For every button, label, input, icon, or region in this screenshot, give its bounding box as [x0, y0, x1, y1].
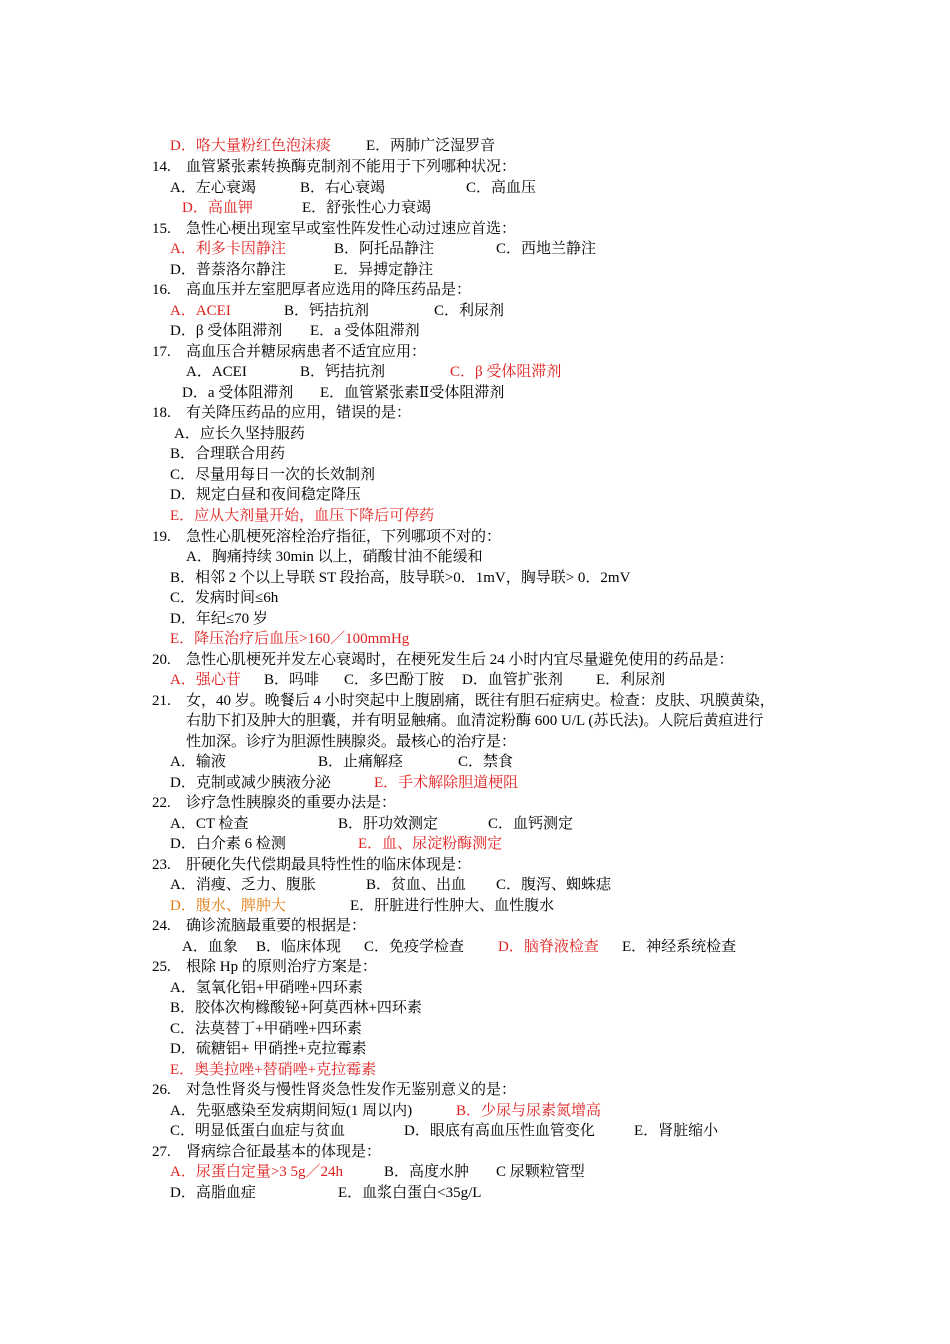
q20-number: 20. — [152, 652, 171, 668]
q17-option-d: D．a 受体阻滞剂 — [182, 385, 294, 401]
q19-option-c: C．发病时间≤6h — [170, 590, 279, 606]
q24-stem: 确诊流脑最重要的根据是： — [186, 918, 367, 934]
q22-option-a: A．CT 检查 — [170, 816, 249, 832]
q14-option-d: D．高血钾 — [182, 200, 253, 216]
q14-option-c: C．高血压 — [466, 180, 537, 196]
q25-option-d: D．硫糖铝+ 甲硝挫+克拉霉素 — [170, 1041, 367, 1057]
q26-option-c: C．明显低蛋白血症与贫血 — [170, 1123, 346, 1139]
q25-option-b: B．胶体次枸橼酸铋+阿莫西林+四环素 — [170, 1000, 422, 1016]
q13-option-d: D．咯大量粉红色泡沫痰 — [170, 138, 331, 154]
q14-number: 14. — [152, 159, 171, 175]
q15-option-d: D．普萘洛尔静注 — [170, 262, 286, 278]
q18-number: 18. — [152, 405, 171, 421]
q23-stem: 肝硬化失代偿期最具特性性的临床体现是： — [186, 857, 472, 873]
q20-option-a: A．强心苷 — [170, 672, 241, 688]
q26-option-e: E．肾脏缩小 — [634, 1123, 719, 1139]
q23-option-b: B．贫血、出血 — [366, 877, 467, 893]
q25-option-a: A．氢氧化铝+甲硝唑+四环素 — [170, 980, 363, 996]
q27-stem: 肾病综合征最基本的体现是： — [186, 1144, 382, 1160]
q15-option-e: E．异搏定静注 — [334, 262, 434, 278]
q18-option-e: E．应从大剂量开始，血压下降后可停药 — [170, 508, 435, 524]
q24-option-a: A．血象 — [182, 939, 238, 955]
q22-option-b: B．肝功效测定 — [338, 816, 439, 832]
q27-option-d: D．高脂血症 — [170, 1185, 256, 1201]
q24-option-b: B．临床体现 — [256, 939, 342, 955]
q15-option-c: C．西地兰静注 — [496, 241, 597, 257]
q18-option-d: D．规定白昼和夜间稳定降压 — [170, 487, 361, 503]
q14-option-a: A．左心衰竭 — [170, 180, 256, 196]
q26-option-a: A．先驱感染至发病期间短(1 周以内) — [170, 1103, 413, 1119]
q25-number: 25. — [152, 959, 171, 975]
q17-option-b: B．钙拮抗剂 — [300, 364, 386, 380]
q20-option-d: D．血管扩张剂 — [462, 672, 563, 688]
q19-option-e: E．降压治疗后血压>160／100mmHg — [170, 631, 410, 647]
q18-option-b: B．合理联合用药 — [170, 446, 286, 462]
q24-option-e: E．神经系统检查 — [622, 939, 737, 955]
q21-stem-line3: 性加深。诊疗为胆源性胰腺炎。最核心的治疗是： — [186, 734, 517, 750]
q23-option-a: A．消瘦、乏力、腹胀 — [170, 877, 316, 893]
q18-option-a: A．应长久坚持服药 — [174, 426, 305, 442]
q24-option-d: D．脑脊液检查 — [498, 939, 599, 955]
q22-option-c: C．血钙测定 — [488, 816, 574, 832]
q21-option-c: C．禁食 — [458, 754, 514, 770]
q17-stem: 高血压合并糖尿病患者不适宜应用： — [186, 344, 427, 360]
q27-option-c: C 尿颗粒管型 — [496, 1164, 585, 1180]
q18-stem: 有关降压药品的应用，错误的是： — [186, 405, 412, 421]
q21-stem-line2: 右肋下扪及肿大的胆囊，并有明显触痛。血清淀粉酶 600 U/L (苏氏法)。人院后黄疸进行 — [186, 713, 764, 729]
q23-option-d: D．腹水、脾肿大 — [170, 898, 286, 914]
q14-option-e: E．舒张性心力衰竭 — [302, 200, 432, 216]
q27-option-a: A．尿蛋白定量>3 5g／24h — [170, 1164, 344, 1180]
q21-stem-line1: 女，40 岁。晚餐后 4 小时突起中上腹剧痛，既往有胆石症病史。检查：皮肤、巩膜黄染， — [186, 693, 775, 709]
q22-option-e: E．血、尿淀粉酶测定 — [358, 836, 503, 852]
q27-option-b: B．高度水肿 — [384, 1164, 470, 1180]
q20-stem: 急性心肌梗死并发左心衰竭时，在梗死发生后 24 小时内宜尽量避免使用的药品是： — [186, 652, 734, 668]
q20-option-c: C．多巴酚丁胺 — [344, 672, 445, 688]
q24-number: 24. — [152, 918, 171, 934]
q21-option-a: A．输液 — [170, 754, 226, 770]
q21-number: 21. — [152, 693, 171, 709]
q18-option-c: C．尽量用每日一次的长效制剂 — [170, 467, 376, 483]
q16-number: 16. — [152, 282, 171, 298]
q15-option-b: B．阿托品静注 — [334, 241, 435, 257]
q14-stem: 血管紧张素转换酶克制剂不能用于下列哪种状况： — [186, 159, 517, 175]
q13-option-e: E．两肺广泛湿罗音 — [366, 138, 496, 154]
q26-number: 26. — [152, 1082, 171, 1098]
q27-number: 27. — [152, 1144, 171, 1160]
q22-stem: 诊疗急性胰腺炎的重要办法是： — [186, 795, 397, 811]
q17-option-e: E．血管紧张素Ⅱ受体阻滞剂 — [320, 385, 505, 401]
q14-option-b: B．右心衰竭 — [300, 180, 386, 196]
q21-option-e: E．手术解除胆道梗阻 — [374, 775, 519, 791]
q26-option-d: D．眼底有高血压性血管变化 — [404, 1123, 595, 1139]
q22-number: 22. — [152, 795, 171, 811]
q19-number: 19. — [152, 529, 171, 545]
q16-option-d: D．β 受体阻滞剂 — [170, 323, 283, 339]
q16-option-b: B．钙拮抗剂 — [284, 303, 370, 319]
q17-option-a: A．ACEI — [186, 364, 247, 380]
q16-option-c: C．利尿剂 — [434, 303, 505, 319]
q26-stem: 对急性肾炎与慢性肾炎急性发作无鉴别意义的是： — [186, 1082, 517, 1098]
q15-stem: 急性心梗出现室早或室性阵发性心动过速应首选： — [186, 221, 517, 237]
q21-option-d: D．克制或减少胰液分泌 — [170, 775, 331, 791]
q25-option-c: C．法莫替丁+甲硝唑+四环素 — [170, 1021, 362, 1037]
q19-option-a: A．胸痛持续 30min 以上，硝酸甘油不能缓和 — [186, 549, 483, 565]
q23-option-c: C．腹泻、蜘蛛痣 — [496, 877, 612, 893]
q17-option-c: C．β 受体阻滞剂 — [450, 364, 562, 380]
q20-option-b: B．吗啡 — [264, 672, 320, 688]
q25-option-e: E．奥美拉唑+替硝唑+克拉霉素 — [170, 1062, 377, 1078]
q16-option-a: A．ACEI — [170, 303, 231, 319]
q25-stem: 根除 Hp 的原则治疗方案是： — [186, 959, 377, 975]
q23-number: 23. — [152, 857, 171, 873]
q17-number: 17. — [152, 344, 171, 360]
q15-number: 15. — [152, 221, 171, 237]
q19-stem: 急性心肌梗死溶栓治疗指征，下列哪项不对的： — [186, 529, 502, 545]
q19-option-d: D．年纪≤70 岁 — [170, 611, 268, 627]
q16-option-e: E．a 受体阻滞剂 — [310, 323, 420, 339]
q21-option-b: B．止痛解痉 — [318, 754, 404, 770]
q27-option-e: E．血浆白蛋白<35g/L — [338, 1185, 482, 1201]
q20-option-e: E．利尿剂 — [596, 672, 666, 688]
q26-option-b: B．少尿与尿素氮增高 — [456, 1103, 602, 1119]
q23-option-e: E．肝脏进行性肿大、血性腹水 — [350, 898, 555, 914]
q15-option-a: A．利多卡因静注 — [170, 241, 286, 257]
q24-option-c: C．免疫学检查 — [364, 939, 465, 955]
q16-stem: 高血压并左室肥厚者应选用的降压药品是： — [186, 282, 472, 298]
q22-option-d: D．白介素 6 检测 — [170, 836, 286, 852]
q19-option-b: B．相邻 2 个以上导联 ST 段抬高，肢导联>0．1mV，胸导联> 0．2mV — [170, 570, 631, 586]
